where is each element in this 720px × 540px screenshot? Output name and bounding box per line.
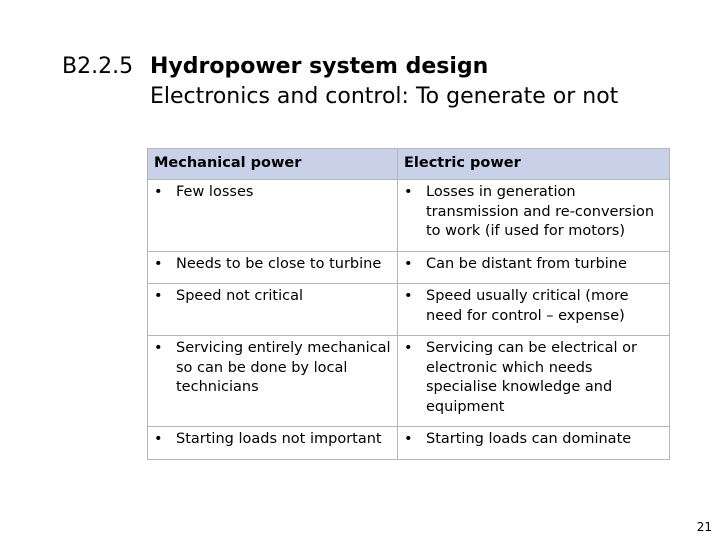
table-cell (148, 251, 398, 284)
table-row (148, 251, 670, 284)
table-row (148, 284, 670, 336)
title-row (62, 52, 662, 82)
table-cell (148, 336, 398, 427)
comparison-table (147, 148, 670, 460)
table-cell (148, 427, 398, 460)
slide-title-block (62, 52, 662, 112)
cell-text: Servicing entirely mechanical so can be done by local technicians (176, 340, 391, 395)
table-cell (398, 336, 670, 427)
cell-text: Servicing can be electrical or electronic which needs specialise knowledge and equipment (426, 340, 637, 415)
table-cell (398, 251, 670, 284)
page-number: 21 (696, 520, 712, 534)
bullet-icon: • (154, 184, 163, 200)
bullet-icon: • (404, 288, 413, 304)
table-row (148, 180, 670, 252)
table-body (148, 180, 670, 460)
cell-text: Few losses (176, 184, 254, 200)
bullet-icon: • (404, 431, 413, 447)
table-cell (398, 180, 670, 252)
bullet-icon: • (154, 431, 163, 447)
cell-text: Starting loads not important (176, 431, 382, 447)
cell-text: Can be distant from turbine (426, 255, 627, 272)
table-header-row (148, 149, 670, 180)
cell-text: Starting loads can dominate (426, 431, 632, 447)
column-header-electric: Electric power (398, 149, 670, 180)
slide-subtitle: Electronics and control: To generate or not (150, 84, 619, 109)
section-number: B2.2.5 (62, 54, 134, 79)
table-row (148, 427, 670, 460)
cell-text: Needs to be close to turbine (176, 255, 382, 272)
bullet-icon: • (404, 184, 413, 200)
cell-text: Speed not critical (176, 288, 303, 304)
table-cell (398, 284, 670, 336)
bullet-icon: • (154, 340, 163, 356)
table-row (148, 336, 670, 427)
bullet-icon: • (404, 255, 413, 272)
bullet-icon: • (154, 255, 163, 272)
slide-heading: Hydropower system design (150, 54, 489, 79)
column-header-mechanical: Mechanical power (148, 149, 398, 180)
cell-text: Speed usually critical (more need for control – expense) (426, 288, 629, 324)
table-cell (398, 427, 670, 460)
table-cell (148, 284, 398, 336)
bullet-icon: • (154, 288, 163, 304)
cell-text: Losses in generation transmission and re-conversion to work (if used for motors) (426, 184, 655, 239)
table-cell (148, 180, 398, 252)
bullet-icon: • (404, 340, 413, 356)
